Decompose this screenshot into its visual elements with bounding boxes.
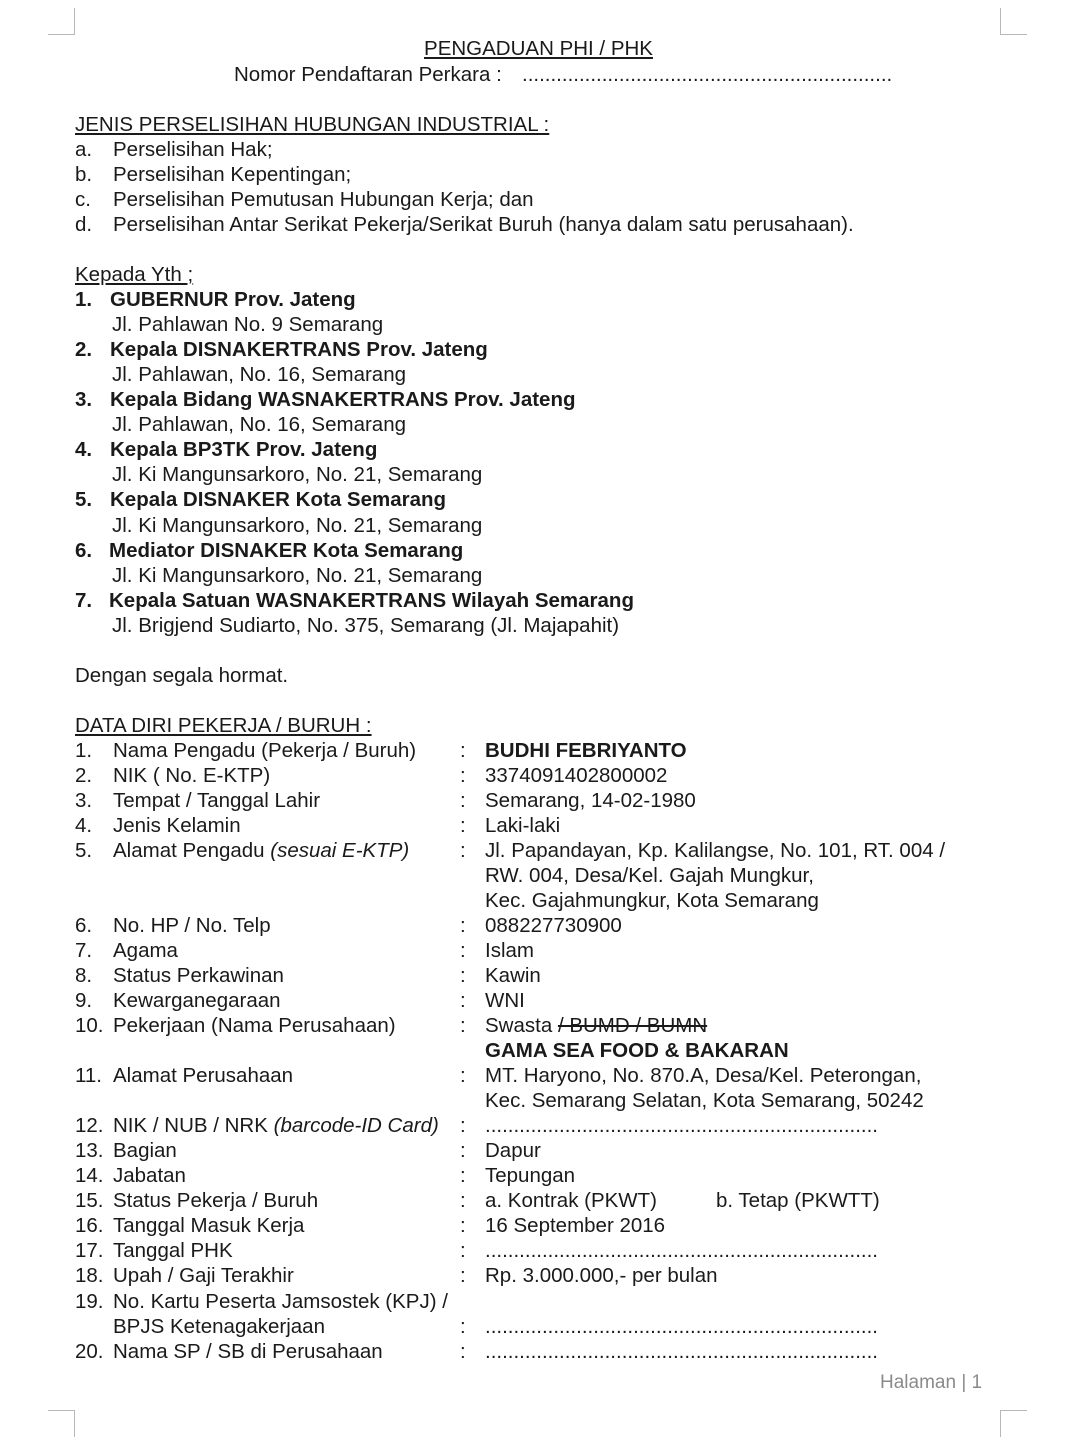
row-number: 6. — [75, 914, 93, 937]
field-value-bpjs: ..................................................................... — [485, 1315, 878, 1338]
field-value-company-address-line: MT. Haryono, No. 870.A, Desa/Kel. Peterongan, — [485, 1064, 922, 1087]
recipient-address: Jl. Ki Mangunsarkoro, No. 21, Semarang — [112, 564, 483, 587]
dispute-type-item: Perselisihan Kepentingan; — [113, 163, 352, 186]
field-label-start-date: Tanggal Masuk Kerja — [113, 1214, 305, 1237]
field-colon: : — [460, 1214, 466, 1237]
field-label-address — [113, 838, 409, 863]
field-value-nik: 3374091402800002 — [485, 764, 668, 787]
page-number: 1 — [971, 1372, 983, 1393]
recipient-name: Kepala Bidang WASNAKERTRANS Prov. Jateng — [110, 388, 576, 411]
field-value-occupation — [485, 1013, 707, 1038]
field-colon: : — [460, 964, 466, 987]
field-label-religion: Agama — [113, 939, 178, 962]
field-label-address-note: (sesuai E-KTP) — [270, 839, 410, 862]
field-colon: : — [460, 914, 466, 937]
worker-data-heading: DATA DIRI PEKERJA / BURUH : — [75, 714, 372, 737]
recipient-number: 4. — [75, 438, 93, 461]
recipient-number: 1. — [75, 288, 93, 311]
list-marker: b. — [75, 163, 93, 186]
field-label-union: Nama SP / SB di Perusahaan — [113, 1340, 383, 1363]
field-colon: : — [460, 1139, 466, 1162]
row-number: 10. — [75, 1014, 104, 1037]
recipient-address: Jl. Ki Mangunsarkoro, No. 21, Semarang — [112, 514, 483, 537]
field-label-birth: Tempat / Tanggal Lahir — [113, 789, 321, 812]
recipient-name: Kepala BP3TK Prov. Jateng — [110, 438, 378, 461]
greeting: Dengan segala hormat. — [75, 664, 289, 687]
document-title: PENGADUAN PHI / PHK — [424, 37, 653, 60]
field-colon: : — [460, 1239, 466, 1262]
field-colon: : — [460, 989, 466, 1012]
field-value-name: BUDHI FEBRIYANTO — [485, 739, 687, 762]
field-value-department: Dapur — [485, 1139, 541, 1162]
row-number: 17. — [75, 1239, 104, 1262]
row-number: 15. — [75, 1189, 104, 1212]
field-label-position: Jabatan — [113, 1164, 186, 1187]
field-value-religion: Islam — [485, 939, 534, 962]
recipient-number: 5. — [75, 488, 93, 511]
recipient-name: Kepala DISNAKERTRANS Prov. Jateng — [110, 338, 488, 361]
field-label-department: Bagian — [113, 1139, 177, 1162]
field-label-employment-status: Status Pekerja / Buruh — [113, 1189, 319, 1212]
registration-number-field: ................................................................. — [522, 63, 893, 86]
field-label-employee-id-note: (barcode-ID Card) — [273, 1114, 439, 1137]
recipient-number: 2. — [75, 338, 93, 361]
dispute-type-item: Perselisihan Pemutusan Hubungan Kerja; dan — [113, 188, 534, 211]
status-option-permanent: b. Tetap (PKWTT) — [716, 1189, 880, 1212]
field-label-bpjs-line: BPJS Ketenagakerjaan — [113, 1315, 325, 1338]
row-number: 20. — [75, 1340, 104, 1363]
row-number: 19. — [75, 1290, 104, 1313]
field-colon: : — [460, 1114, 466, 1137]
field-label-employee-id-text: NIK / NUB / NRK — [113, 1114, 268, 1137]
recipient-number: 3. — [75, 388, 93, 411]
field-value-citizenship: WNI — [485, 989, 525, 1012]
field-value-phone: 088227730900 — [485, 914, 622, 937]
field-value-birth: Semarang, 14-02-1980 — [485, 789, 696, 812]
field-value-union: ..................................................................... — [485, 1340, 878, 1363]
page-footer-label: Halaman — [880, 1372, 957, 1393]
recipient-address: Jl. Pahlawan, No. 16, Semarang — [112, 413, 406, 436]
field-value-start-date: 16 September 2016 — [485, 1214, 666, 1237]
row-number: 13. — [75, 1139, 104, 1162]
recipient-number: 6. — [75, 539, 93, 562]
field-value-position: Tepungan — [485, 1164, 576, 1187]
field-label-nik: NIK ( No. E-KTP) — [113, 764, 271, 787]
crop-mark-top-right — [1000, 8, 1027, 35]
recipients-heading: Kepada Yth ; — [75, 263, 194, 286]
row-number: 14. — [75, 1164, 104, 1187]
row-number: 18. — [75, 1264, 104, 1287]
field-value-company: GAMA SEA FOOD & BAKARAN — [485, 1039, 789, 1062]
field-value-address-line: Jl. Papandayan, Kp. Kalilangse, No. 101, RT. 004 / — [485, 839, 946, 862]
crop-mark-top-left — [48, 8, 75, 35]
row-number: 5. — [75, 839, 93, 862]
row-number: 16. — [75, 1214, 104, 1237]
field-label-termination-date: Tanggal PHK — [113, 1239, 233, 1262]
dispute-types-heading: JENIS PERSELISIHAN HUBUNGAN INDUSTRIAL : — [75, 113, 550, 136]
field-colon: : — [460, 1264, 466, 1287]
field-value-termination-date: ..................................................................... — [485, 1239, 878, 1262]
status-option-contract: a. Kontrak (PKWT) — [485, 1189, 658, 1212]
field-colon: : — [460, 1064, 466, 1087]
row-number: 1. — [75, 739, 93, 762]
field-label-address-text: Alamat Pengadu — [113, 839, 265, 862]
recipient-address: Jl. Pahlawan, No. 16, Semarang — [112, 363, 406, 386]
field-colon: : — [460, 839, 466, 862]
field-colon: : — [460, 939, 466, 962]
field-label-salary: Upah / Gaji Terakhir — [113, 1264, 294, 1287]
recipient-name: Kepala Satuan WASNAKERTRANS Wilayah Semarang — [109, 589, 634, 612]
field-label-gender: Jenis Kelamin — [113, 814, 241, 837]
row-number: 4. — [75, 814, 93, 837]
recipient-address: Jl. Brigjend Sudiarto, No. 375, Semarang (Jl. Majapahit) — [112, 614, 620, 637]
field-label-phone: No. HP / No. Telp — [113, 914, 271, 937]
field-value-address-line: RW. 004, Desa/Kel. Gajah Mungkur, — [485, 864, 814, 887]
page-footer — [880, 1372, 982, 1394]
row-number: 8. — [75, 964, 93, 987]
field-colon: : — [460, 1315, 466, 1338]
field-label-company-address: Alamat Perusahaan — [113, 1064, 294, 1087]
field-colon: : — [460, 739, 466, 762]
field-colon: : — [460, 1340, 466, 1363]
field-value-salary: Rp. 3.000.000,- per bulan — [485, 1264, 718, 1287]
row-number: 7. — [75, 939, 93, 962]
dispute-type-item: Perselisihan Hak; — [113, 138, 273, 161]
occupation-type: Swasta — [485, 1014, 553, 1037]
row-number: 3. — [75, 789, 93, 812]
field-label-marital: Status Perkawinan — [113, 964, 284, 987]
recipient-name: GUBERNUR Prov. Jateng — [110, 288, 356, 311]
recipient-name: Kepala DISNAKER Kota Semarang — [110, 488, 447, 511]
field-colon: : — [460, 789, 466, 812]
occupation-struck-options: / BUMD / BUMN — [557, 1014, 708, 1037]
list-marker: d. — [75, 213, 93, 236]
field-colon: : — [460, 764, 466, 787]
field-colon: : — [460, 1164, 466, 1187]
crop-mark-bottom-left — [48, 1410, 75, 1437]
row-number: 9. — [75, 989, 93, 1012]
dispute-type-item: Perselisihan Antar Serikat Pekerja/Serikat Buruh (hanya dalam satu perusahaan). — [113, 213, 854, 236]
row-number: 11. — [75, 1064, 102, 1087]
field-label-employee-id — [113, 1113, 439, 1138]
field-colon: : — [460, 814, 466, 837]
list-marker: c. — [75, 188, 91, 211]
recipient-address: Jl. Pahlawan No. 9 Semarang — [112, 313, 384, 336]
row-number: 12. — [75, 1114, 104, 1137]
registration-number-label: Nomor Pendaftaran Perkara : — [234, 63, 502, 86]
field-value-gender: Laki-laki — [485, 814, 561, 837]
field-label-citizenship: Kewarganegaraan — [113, 989, 281, 1012]
field-value-employee-id: ..................................................................... — [485, 1114, 878, 1137]
field-label-name: Nama Pengadu (Pekerja / Buruh) — [113, 739, 417, 762]
field-value-address-line: Kec. Gajahmungkur, Kota Semarang — [485, 889, 819, 912]
page-footer-separator: | — [961, 1372, 967, 1393]
field-colon: : — [460, 1014, 466, 1037]
crop-mark-bottom-right — [1000, 1410, 1027, 1437]
list-marker: a. — [75, 138, 93, 161]
recipient-address: Jl. Ki Mangunsarkoro, No. 21, Semarang — [112, 463, 483, 486]
row-number: 2. — [75, 764, 93, 787]
field-label-occupation: Pekerjaan (Nama Perusahaan) — [113, 1014, 396, 1037]
field-value-marital: Kawin — [485, 964, 541, 987]
recipient-number: 7. — [75, 589, 93, 612]
field-label-bpjs-line: No. Kartu Peserta Jamsostek (KPJ) / — [113, 1290, 448, 1313]
field-colon: : — [460, 1189, 466, 1212]
recipient-name: Mediator DISNAKER Kota Semarang — [109, 539, 464, 562]
field-value-company-address-line: Kec. Semarang Selatan, Kota Semarang, 50242 — [485, 1089, 924, 1112]
